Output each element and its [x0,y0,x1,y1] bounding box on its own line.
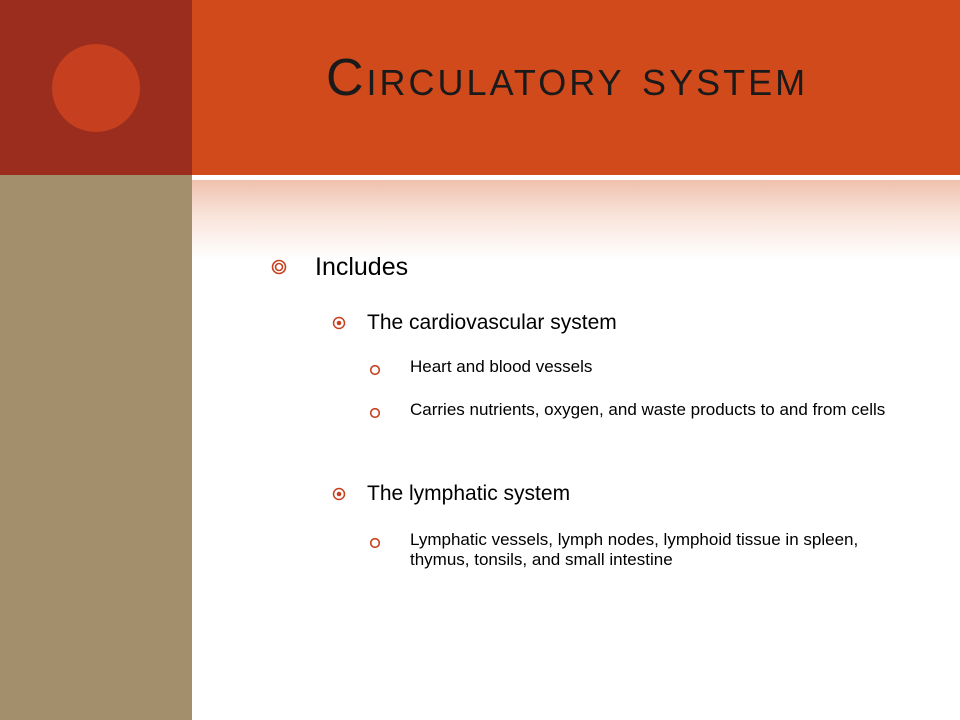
circled-dot-icon [330,481,348,507]
sub-bullet-text: Lymphatic vessels, lymph nodes, lymphoid tissue in spleen, thymus, tonsils, and small intestine [410,530,859,570]
decorative-circle [52,44,140,132]
bullet-text: The lymphatic system [367,482,571,505]
sub-bullet-carries [368,400,910,426]
bullet-cardiovascular [330,310,617,336]
bullet-lymphatic [330,481,570,507]
ring-icon [368,357,382,383]
header-gradient [192,180,960,260]
bullet-includes [270,252,408,282]
sub-bullet-heart [368,357,910,383]
ring-icon [368,400,382,426]
sub-bullet-text: Heart and blood vessels [410,357,593,376]
bullet-text: Includes [315,253,409,281]
double-circle-icon [270,252,288,282]
circled-dot-icon [330,310,348,336]
ring-icon [368,530,382,556]
sub-bullet-text: Carries nutrients, oxygen, and waste products to and from cells [410,400,886,419]
sub-bullet-lymphatic-vessels [368,530,910,571]
left-sidebar-block [0,175,192,720]
slide-title: Circulatory system [326,49,809,107]
bullet-text: The cardiovascular system [367,311,617,334]
